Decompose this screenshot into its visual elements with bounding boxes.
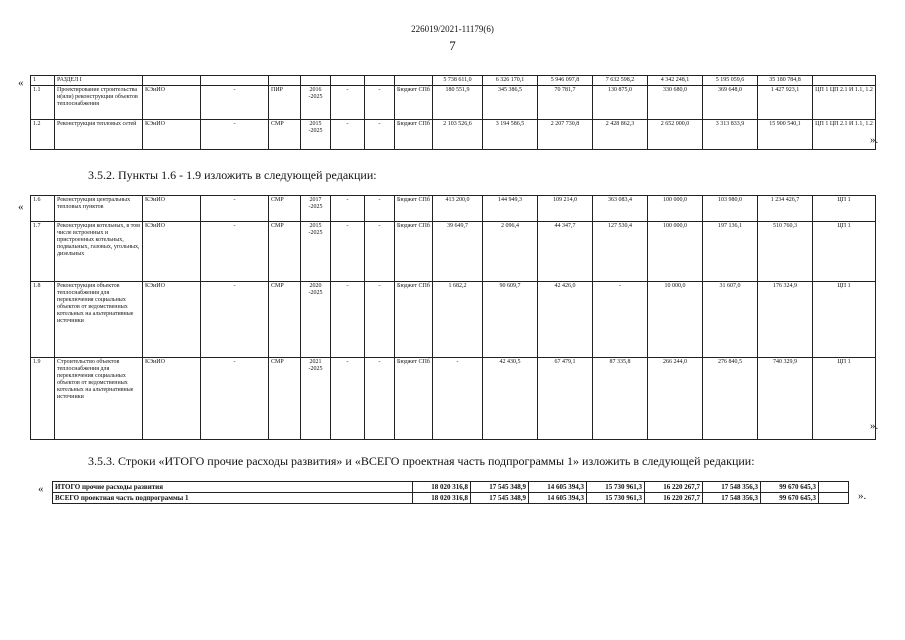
total-label-cell: ИТОГО прочие расходы развития <box>53 482 413 493</box>
table-items-1-6-1-9 <box>30 195 879 440</box>
dash-cell <box>201 76 269 86</box>
value-cell: 70 781,7 <box>538 86 593 120</box>
table-row <box>31 222 876 282</box>
work-type-cell: СМР <box>269 358 301 440</box>
dash-cell: - <box>365 196 395 222</box>
value-cell: 197 136,1 <box>703 222 758 282</box>
row-number-cell: 1 <box>31 76 55 86</box>
value-cell: 42 430,5 <box>483 358 538 440</box>
value-cell: 99 670 645,3 <box>761 493 819 504</box>
value-cell: 15 730 961,3 <box>587 493 645 504</box>
dash-cell: - <box>331 86 365 120</box>
value-cell: 67 479,1 <box>538 358 593 440</box>
value-cell: 363 083,4 <box>593 196 648 222</box>
dash-cell: - <box>365 86 395 120</box>
source-cell <box>395 76 433 86</box>
value-cell: 330 680,0 <box>648 86 703 120</box>
value-cell: 413 200,0 <box>433 196 483 222</box>
value-cell: 18 020 316,8 <box>413 493 471 504</box>
paragraph-3-5-3: 3.5.3. Строки «ИТОГО прочие расходы развития» и «ВСЕГО проектная часть подпрограммы 1» изложить в следующей редакции: <box>88 454 755 468</box>
period-cell <box>301 76 331 86</box>
goal-cell: ЦП 1 <box>813 282 876 358</box>
value-cell: - <box>593 282 648 358</box>
period-cell: 2020 -2025 <box>301 282 331 358</box>
open-quote-2: « <box>18 201 24 213</box>
executor-cell: КЭиИО <box>143 222 201 282</box>
table-row <box>53 482 849 493</box>
value-cell: 42 426,0 <box>538 282 593 358</box>
name-cell: Реконструкция объектов теплоснабжения для переключения социальных объектов от ведомственных котельных на альтернативные источники <box>55 282 143 358</box>
close-quote-2: ». <box>870 420 879 432</box>
table-section-1 <box>30 75 879 150</box>
value-cell: 176 324,9 <box>758 282 813 358</box>
value-cell: 1 427 923,1 <box>758 86 813 120</box>
value-cell: 14 605 394,3 <box>529 493 587 504</box>
value-cell: 2 428 862,3 <box>593 120 648 150</box>
source-cell: Бюджет СПб <box>395 222 433 282</box>
executor-cell: КЭиИО <box>143 282 201 358</box>
period-cell: 2021 -2025 <box>301 358 331 440</box>
goal-cell: ЦП 1 ЦП 2.1 И 1.1, 1.2 <box>813 120 876 150</box>
close-quote-1: ». <box>870 134 879 146</box>
value-cell: 100 000,0 <box>648 196 703 222</box>
value-cell: 17 545 348,9 <box>471 493 529 504</box>
value-cell: 276 840,5 <box>703 358 758 440</box>
value-cell: 5 946 097,8 <box>538 76 593 86</box>
value-cell: 2 207 730,8 <box>538 120 593 150</box>
value-cell: 109 214,0 <box>538 196 593 222</box>
row-number-cell: 1.2 <box>31 120 55 150</box>
executor-cell: КЭиИО <box>143 358 201 440</box>
work-type-cell: СМР <box>269 282 301 358</box>
close-quote-3: ». <box>858 490 867 502</box>
table-row <box>31 120 876 150</box>
value-cell: 2 096,4 <box>483 222 538 282</box>
paragraph-3-5-2: 3.5.2. Пункты 1.6 - 1.9 изложить в следующей редакции: <box>88 168 377 182</box>
value-cell: 16 220 267,7 <box>645 493 703 504</box>
value-cell: 31 607,0 <box>703 282 758 358</box>
work-type-cell: СМР <box>269 222 301 282</box>
table-row <box>53 493 849 504</box>
empty-cell <box>819 493 849 504</box>
work-type-cell: СМР <box>269 120 301 150</box>
value-cell: 2 652 000,0 <box>648 120 703 150</box>
empty-cell <box>819 482 849 493</box>
period-cell: 2015 -2025 <box>301 222 331 282</box>
value-cell: - <box>433 358 483 440</box>
name-cell: РАЗДЕЛ I <box>55 76 143 86</box>
table-row <box>31 86 876 120</box>
value-cell: 17 548 356,3 <box>703 482 761 493</box>
value-cell: 15 730 961,3 <box>587 482 645 493</box>
value-cell: 3 194 586,5 <box>483 120 538 150</box>
value-cell: 1 682,2 <box>433 282 483 358</box>
dash-cell: - <box>331 222 365 282</box>
value-cell: 130 875,0 <box>593 86 648 120</box>
period-cell: 2017 -2025 <box>301 196 331 222</box>
dash-cell: - <box>331 282 365 358</box>
value-cell: 44 347,7 <box>538 222 593 282</box>
name-cell: Реконструкция тепловых сетей <box>55 120 143 150</box>
dash-cell: - <box>201 196 269 222</box>
source-cell: Бюджет СПб <box>395 86 433 120</box>
value-cell: 17 548 356,3 <box>703 493 761 504</box>
name-cell: Реконструкция центральных тепловых пунктов <box>55 196 143 222</box>
value-cell: 17 545 348,9 <box>471 482 529 493</box>
source-cell: Бюджет СПб <box>395 196 433 222</box>
row-number-cell: 1.1 <box>31 86 55 120</box>
dash-cell: - <box>365 120 395 150</box>
goal-cell: ЦП 1 <box>813 358 876 440</box>
value-cell: 35 180 784,8 <box>758 76 813 86</box>
source-cell: Бюджет СПб <box>395 282 433 358</box>
row-number-cell: 1.8 <box>31 282 55 358</box>
dash-cell: - <box>201 358 269 440</box>
table-row <box>31 196 876 222</box>
value-cell: 6 326 170,1 <box>483 76 538 86</box>
table-row <box>31 358 876 440</box>
value-cell: 180 551,9 <box>433 86 483 120</box>
value-cell: 3 313 833,9 <box>703 120 758 150</box>
source-cell: Бюджет СПб <box>395 120 433 150</box>
dash-cell: - <box>201 120 269 150</box>
period-cell: 2016 -2025 <box>301 86 331 120</box>
dash-cell: - <box>201 86 269 120</box>
dash-cell: - <box>201 222 269 282</box>
value-cell: 345 386,5 <box>483 86 538 120</box>
dash-cell <box>365 76 395 86</box>
value-cell: 14 605 394,3 <box>529 482 587 493</box>
dash-cell: - <box>331 120 365 150</box>
value-cell: 5 195 059,6 <box>703 76 758 86</box>
value-cell: 87 335,8 <box>593 358 648 440</box>
value-cell: 2 103 526,6 <box>433 120 483 150</box>
value-cell: 90 609,7 <box>483 282 538 358</box>
dash-cell <box>331 76 365 86</box>
executor-cell: КЭиИО <box>143 120 201 150</box>
value-cell: 99 670 645,3 <box>761 482 819 493</box>
value-cell: 127 530,4 <box>593 222 648 282</box>
value-cell: 103 980,0 <box>703 196 758 222</box>
row-number-cell: 1.7 <box>31 222 55 282</box>
open-quote-3: « <box>38 483 44 495</box>
source-cell: Бюджет СПб <box>395 358 433 440</box>
value-cell: 100 000,0 <box>648 222 703 282</box>
value-cell: 4 342 248,1 <box>648 76 703 86</box>
value-cell: 16 220 267,7 <box>645 482 703 493</box>
dash-cell: - <box>201 282 269 358</box>
page-number: 7 <box>449 38 456 53</box>
goal-cell <box>813 76 876 86</box>
executor-cell <box>143 76 201 86</box>
document-number: 226019/2021-11179(6) <box>411 24 494 34</box>
dash-cell: - <box>365 282 395 358</box>
goal-cell: ЦП 1 ЦП 2.1 И 1.1, 1.2 <box>813 86 876 120</box>
work-type-cell: СМР <box>269 196 301 222</box>
executor-cell: КЭиИО <box>143 196 201 222</box>
value-cell: 18 020 316,8 <box>413 482 471 493</box>
work-type-cell: ПИР <box>269 86 301 120</box>
dash-cell: - <box>331 358 365 440</box>
value-cell: 15 900 540,1 <box>758 120 813 150</box>
value-cell: 39 649,7 <box>433 222 483 282</box>
total-label-cell: ВСЕГО проектная часть подпрограммы 1 <box>53 493 413 504</box>
open-quote-1: « <box>18 77 24 89</box>
name-cell: Проектирование строительства и(или) реконструкции объектов теплоснабжения <box>55 86 143 120</box>
value-cell: 369 648,0 <box>703 86 758 120</box>
value-cell: 510 760,3 <box>758 222 813 282</box>
row-number-cell: 1.6 <box>31 196 55 222</box>
name-cell: Реконструкция котельных, в том числе встроенных и пристроенных котельных, подвальных, газовых, угольных, дизельных <box>55 222 143 282</box>
period-cell: 2015 -2025 <box>301 120 331 150</box>
dash-cell: - <box>365 358 395 440</box>
value-cell: 740 329,9 <box>758 358 813 440</box>
goal-cell: ЦП 1 <box>813 222 876 282</box>
dash-cell: - <box>331 196 365 222</box>
executor-cell: КЭиИО <box>143 86 201 120</box>
table-row <box>31 282 876 358</box>
table-row <box>31 76 876 86</box>
value-cell: 144 949,3 <box>483 196 538 222</box>
value-cell: 5 738 611,0 <box>433 76 483 86</box>
value-cell: 1 234 426,7 <box>758 196 813 222</box>
dash-cell: - <box>365 222 395 282</box>
value-cell: 266 244,0 <box>648 358 703 440</box>
row-number-cell: 1.9 <box>31 358 55 440</box>
value-cell: 7 632 598,2 <box>593 76 648 86</box>
value-cell: 10 000,0 <box>648 282 703 358</box>
goal-cell: ЦП 1 <box>813 196 876 222</box>
table-totals <box>52 481 849 504</box>
name-cell: Строительство объектов теплоснабжения для переключения социальных объектов от ведомственных котельных на альтернативные источники <box>55 358 143 440</box>
work-type-cell <box>269 76 301 86</box>
